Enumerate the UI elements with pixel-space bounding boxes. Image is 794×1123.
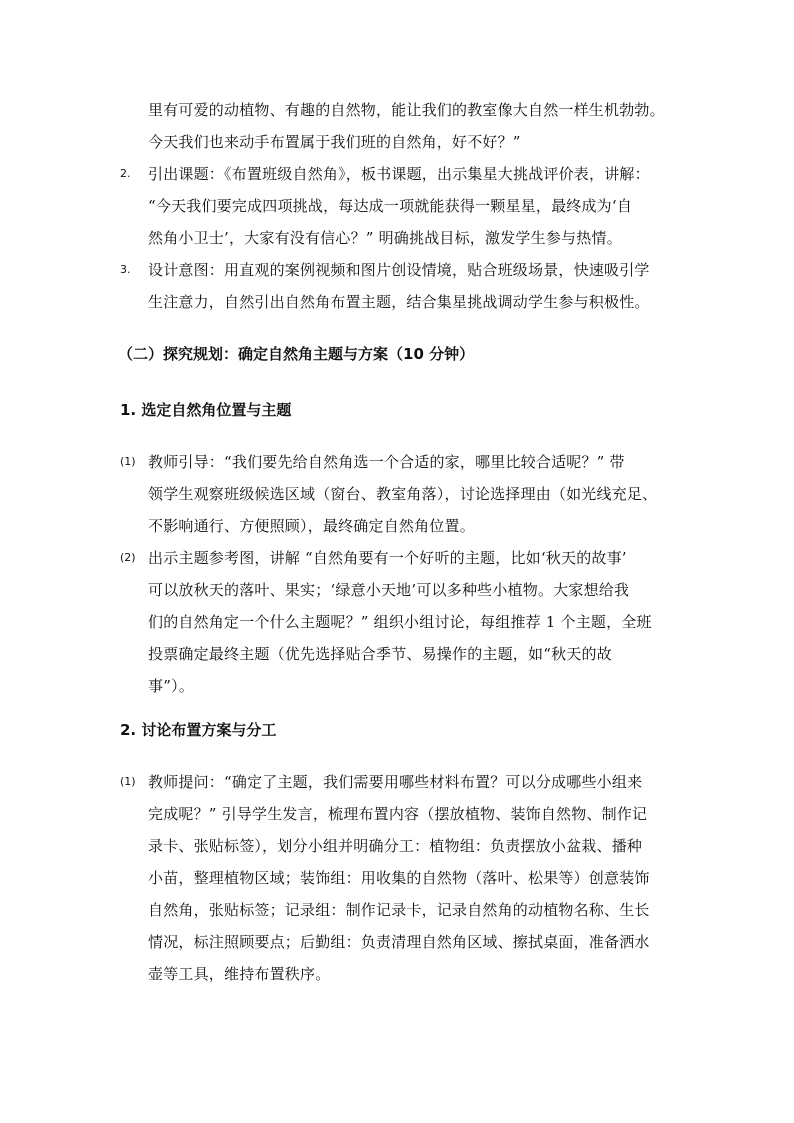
list-item-line: 出示主题参考图，讲解 “自然角要有一个好听的主题，比如‘秋天的故事’ [148, 549, 627, 567]
list-item-line: 设计意图：用直观的案例视频和图片创设情境，贴合班级场景，快速吸引学 [148, 261, 650, 279]
list-item-line: 完成呢？” 引导学生发言，梳理布置内容（摆放植物、装饰自然物、制作记 [148, 805, 648, 823]
list-marker: (1) [120, 775, 136, 788]
intro-line-2: 今天我们也来动手布置属于我们班的自然角，好不好？” [148, 133, 521, 151]
list-item-line: 情况，标注照顾要点；后勤组：负责清理自然角区域、擦拭桌面，准备洒水 [148, 933, 650, 951]
list-item-line: 领学生观察班级候选区域（窗台、教室角落），讨论选择理由（如光线充足、 [148, 485, 658, 503]
list-item-line: 不影响通行、方便照顾），最终确定自然角位置。 [148, 517, 475, 535]
intro-line-1: 里有可爱的动植物、有趣的自然物，能让我们的教室像大自然一样生机勃勃。 [148, 101, 665, 119]
list-item-line: 教师提问：“确定了主题，我们需要用哪些材料布置？可以分成哪些小组来 [148, 773, 643, 791]
list-marker: 2. [120, 167, 131, 180]
list-item-line: 壶等工具，维持布置秩序。 [148, 965, 331, 983]
list-item-line: 引出课题：《布置班级自然角》，板书课题，出示集星大挑战评价表，讲解： [148, 165, 650, 183]
list-item-line: 投票确定最终主题（优先选择贴合季节、易操作的主题，如“秋天的故 [148, 645, 612, 663]
list-marker: (1) [120, 455, 136, 468]
list-marker: (2) [120, 551, 136, 564]
subsection-title: 2. 讨论布置方案与分工 [120, 721, 277, 739]
section-title: （二）探究规划：确定自然角主题与方案（10 分钟） [118, 345, 475, 363]
list-item-line: 可以放秋天的落叶、果实；‘绿意小天地’可以多种些小植物。大家想给我 [148, 581, 630, 599]
list-item-line: “今天我们要完成四项挑战，每达成一项就能获得一颗星星，最终成为‘自 [148, 197, 633, 215]
list-item-line: 事”）。 [148, 677, 194, 695]
list-item-line: 录卡、张贴标签），划分小组并明确分工：植物组：负责摆放小盆栽、播种 [148, 837, 643, 855]
subsection-title: 1. 选定自然角位置与主题 [120, 401, 292, 419]
list-item-line: 自然角，张贴标签；记录组：制作记录卡，记录自然角的动植物名称、生长 [148, 901, 650, 919]
list-item-line: 然角小卫士’，大家有没有信心？” 明确挑战目标，激发学生参与热情。 [148, 229, 622, 247]
list-marker: 3. [120, 263, 131, 276]
list-item-line: 们的自然角定一个什么主题呢？” 组织小组讨论，每组推荐 1 个主题，全班 [148, 613, 652, 631]
list-item-line: 生注意力，自然引出自然角布置主题，结合集星挑战调动学生参与积极性。 [148, 293, 650, 311]
list-item-line: 小苗，整理植物区域；装饰组：用收集的自然物（落叶、松果等）创意装饰 [148, 869, 650, 887]
list-item-line: 教师引导：“我们要先给自然角选一个合适的家，哪里比较合适呢？” 带 [148, 453, 625, 471]
